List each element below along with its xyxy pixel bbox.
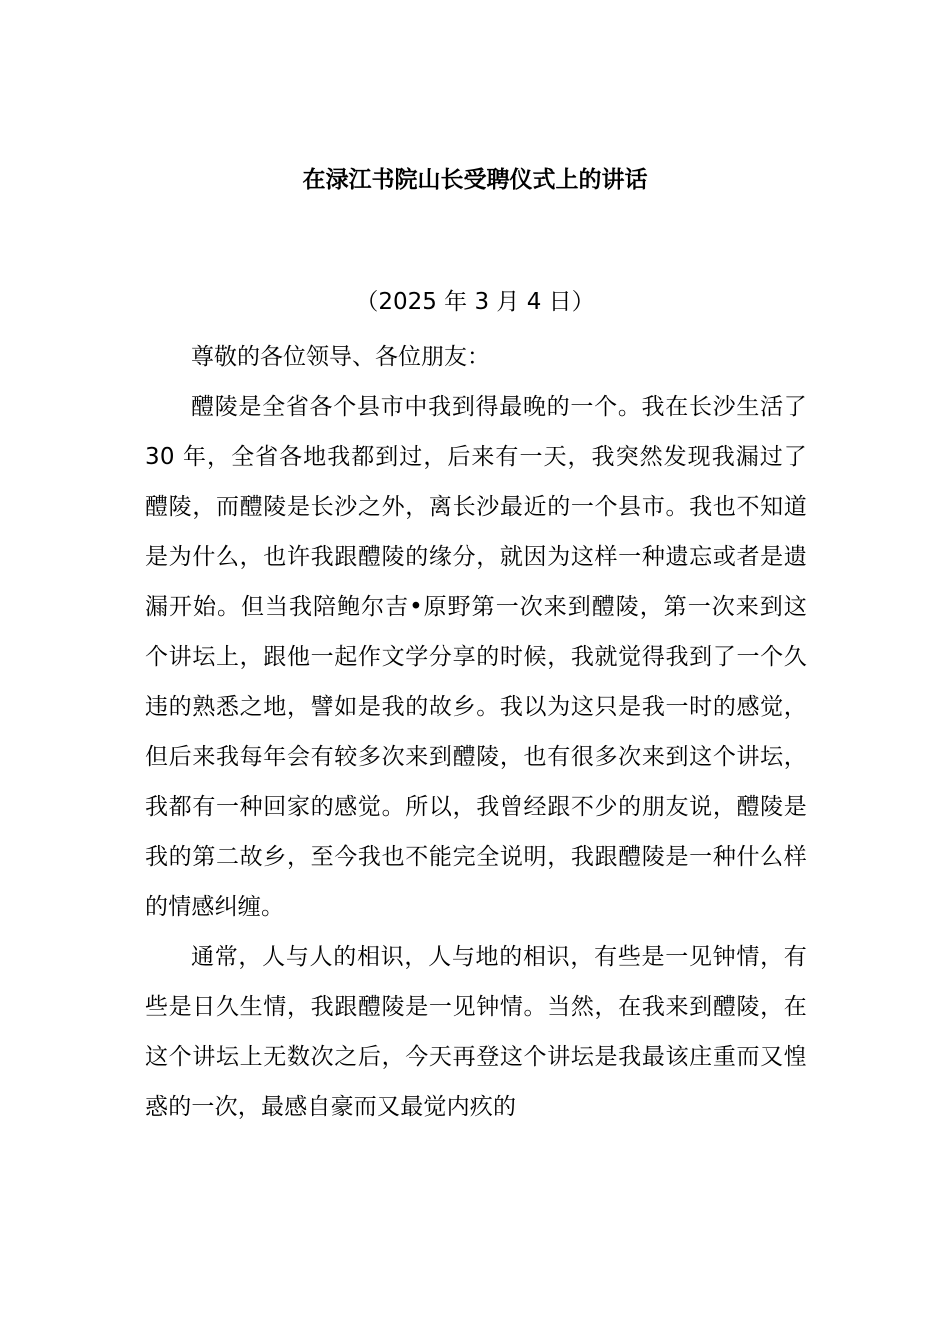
document-date: （2025 年 3 月 4 日） xyxy=(355,289,595,315)
salutation: 尊敬的各位领导、各位朋友： xyxy=(191,344,490,370)
document-title: 在渌江书院山长受聘仪式上的讲话 xyxy=(302,167,648,193)
paragraph-2: 通常，人与人的相识，人与地的相识，有些是一见钟情，有些是日久生情，我跟醴陵是一见钟情。当然，在我来到醴陵，在这个讲坛上无数次之后，今天再登这个讲坛是我最该庄重而又惶惑的一次，最感自豪而又最觉内疚的 xyxy=(145,944,807,1120)
document-body xyxy=(145,332,807,1132)
paragraph-1: 醴陵是全省各个县市中我到得最晚的一个。我在长沙生活了 30 年，全省各地我都到过，后来有一天，我突然发现我漏过了醴陵，而醴陵是长沙之外，离长沙最近的一个县市。我也不知道是为什么，也许我跟醴陵的缘分，就因为这样一种遗忘或者是遗漏开始。但当我陪鲍尔吉•原野第一次来到醴陵，第一次来到这个讲坛上，跟他一起作文学分享的时候，我就觉得我到了一个久违的熟悉之地，譬如是我的故乡。我以为这只是我一时的感觉，但后来我每年会有较多次来到醴陵，也有很多次来到这个讲坛，我都有一种回家的感觉。所以，我曾经跟不少的朋友说，醴陵是我的第二故乡，至今我也不能完全说明，我跟醴陵是一种什么样的情感纠缠。 xyxy=(145,394,807,920)
